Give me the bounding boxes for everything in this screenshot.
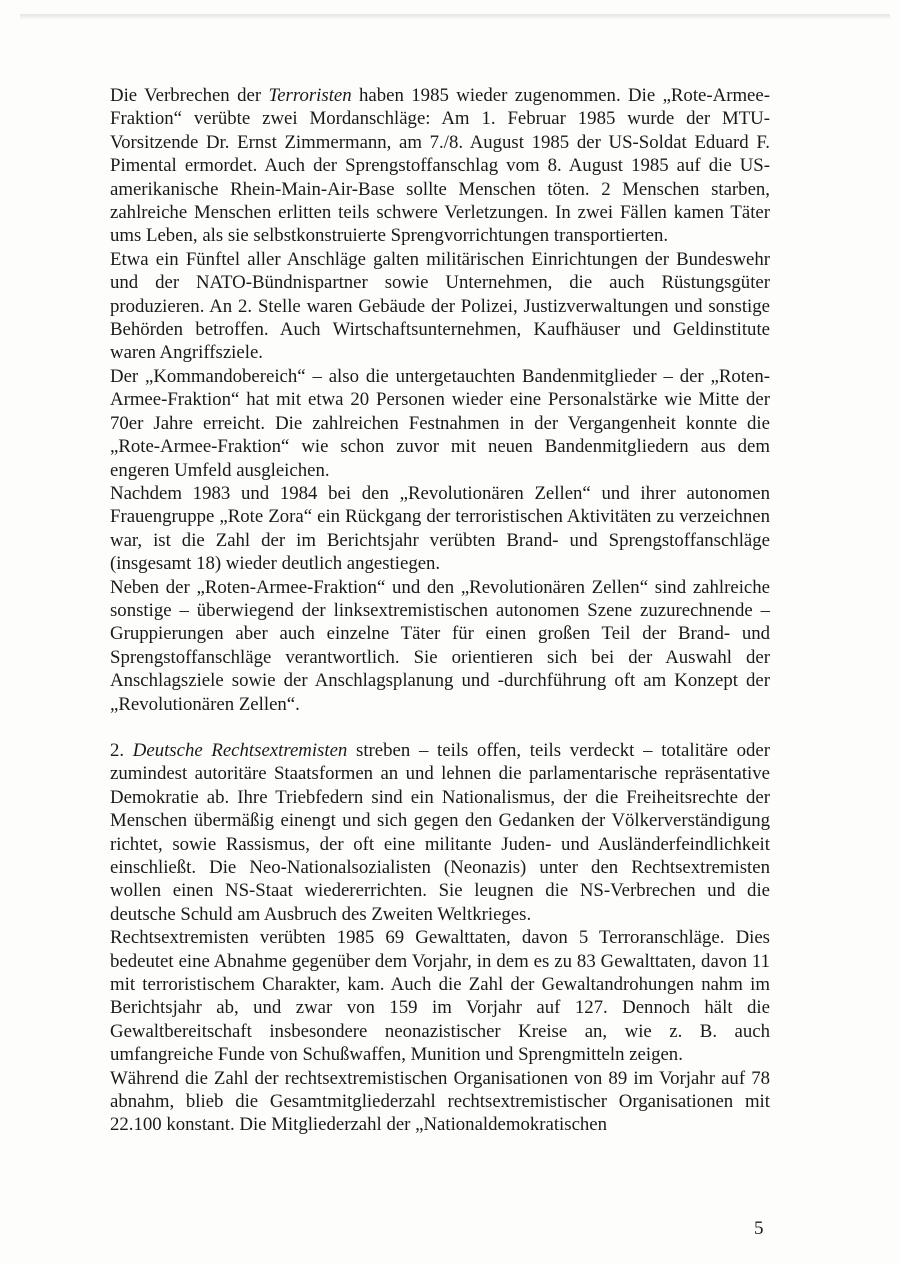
scan-top-edge — [20, 14, 890, 20]
term-terroristen: Terroristen — [268, 85, 352, 106]
paragraph-revolutionaere-zellen: Nachdem 1983 und 1984 bei den „Revolutionären Zellen“ und ihrer autonomen Frauengruppe „Rote Zora“ ein Rückgang der terroristischen Aktivitäten zu verzeichnen war, ist die Zahl der im Berichtsjahr verübten Brand- und Sprengstoffanschläge (insgesamt 18) wieder deutlich angestiegen. — [110, 482, 770, 575]
paragraph-violent-acts: Rechtsextremisten verübten 1985 69 Gewalttaten, davon 5 Terroranschläge. Dies bedeutet eine Abnahme gegenüber dem Vorjahr, in dem es zu 83 Gewalttaten, davon 11 mit terroristischem Charakter, kam. Auch die Zahl der Gewaltandrohungen nahm im Berichtsjahr ab, und zwar von 159 im Vorjahr auf 127. Dennoch hält die Gewaltbereitschaft insbesondere neonazistischer Kreise an, wie z. B. auch umfangreiche Funde von Schußwaffen, Munition und Sprengmitteln zeigen. — [110, 927, 770, 1066]
paragraph-right-wing-extremists: 2. Deutsche Rechtsextremisten streben – teils offen, teils verdeckt – totalitäre oder zumindest autoritäre Staatsformen an und lehnen die parlamentarische repräsentative Demokratie ab. Ihre Triebfedern sind ein Nationalismus, der die Freiheitsrechte der Menschen übermäßig einengt und sich gegen den Gedanken der Völkerverständigung richtet, sowie Rassismus, der oft eine militante Juden- und Ausländerfeindlichkeit einschließt. Die Neo-Nationalsozialisten (Neonazis) unter den Rechtsextremisten wollen einen NS-Staat wiedererrichten. Sie leugnen die NS-Verbrechen und die deutsche Schuld am Ausbruch des Zweiten Weltkrieges. — [110, 739, 771, 925]
page-number: 5 — [754, 1218, 764, 1239]
term-deutsche-rechtsextremisten: Deutsche Rechtsextremisten — [132, 739, 348, 761]
body-text — [110, 84, 770, 1137]
paragraph-kommandobereich: Der „Kommandobereich“ – also die untergetauchten Bandenmitglieder – der „Roten-Armee-Fraktion“ hat mit etwa 20 Personen wieder eine Personalstärke wie Mitte der 70er Jahre erreicht. Die zahlreichen Festnahmen in der Vergangenheit konnte die „Rote-Armee-Fraktion“ wie schon zuvor mit neuen Bandenmitgliedern aus dem engeren Umfeld ausgleichen. — [110, 365, 770, 481]
paragraph-terrorism-overview: Die Verbrechen der Terroristen haben 1985 wieder zugenommen. Die „Rote-Armee-Fraktion“ verübte zwei Mordanschläge: Am 1. Februar 1985 wurde der MTU-Vorsitzende Dr. Ernst Zimmermann, am 7./8. August 1985 der US-Soldat Eduard F. Pimental ermordet. Auch der Sprengstoffanschlag vom 8. August 1985 auf die US-amerikanische Rhein-Main-Air-Base sollte Menschen töten. 2 Menschen starben, zahlreiche Menschen erlitten teils schwere Verletzungen. In zwei Fällen kamen Täter ums Leben, als sie selbstkonstruierte Sprengvorrichtungen transportierten. — [110, 85, 770, 247]
paragraph-attack-targets: Etwa ein Fünftel aller Anschläge galten militärischen Einrichtungen der Bundeswehr und der NATO-Bündnispartner sowie Unternehmen, die auch Rüstungsgüter produzieren. An 2. Stelle waren Gebäude der Polizei, Justizverwaltungen und sonstige Behörden betroffen. Auch Wirtschaftsunternehmen, Kaufhäuser und Geldinstitute waren Angriffsziele. — [110, 248, 770, 364]
paragraph-organisations: Während die Zahl der rechtsextremistischen Organisationen von 89 im Vorjahr auf 78 abnahm, blieb die Gesamtmitgliederzahl rechtsextremistischer Organisationen mit 22.100 konstant. Die Mitgliederzahl der „Nationaldemokratischen — [110, 1067, 770, 1136]
paragraph-other-groups: Neben der „Roten-Armee-Fraktion“ und den „Revolutionären Zellen“ sind zahlreiche sonstige – überwiegend der linksextremistischen autonomen Szene zuzurechnende – Gruppierungen aber auch einzelne Täter für einen großen Teil der Brand- und Sprengstoffanschläge verantwortlich. Sie orientieren sich bei der Auswahl der Anschlagsziele sowie der Anschlagsplanung und -durchführung oft am Konzept der „Revolutionären Zellen“. — [110, 576, 770, 715]
